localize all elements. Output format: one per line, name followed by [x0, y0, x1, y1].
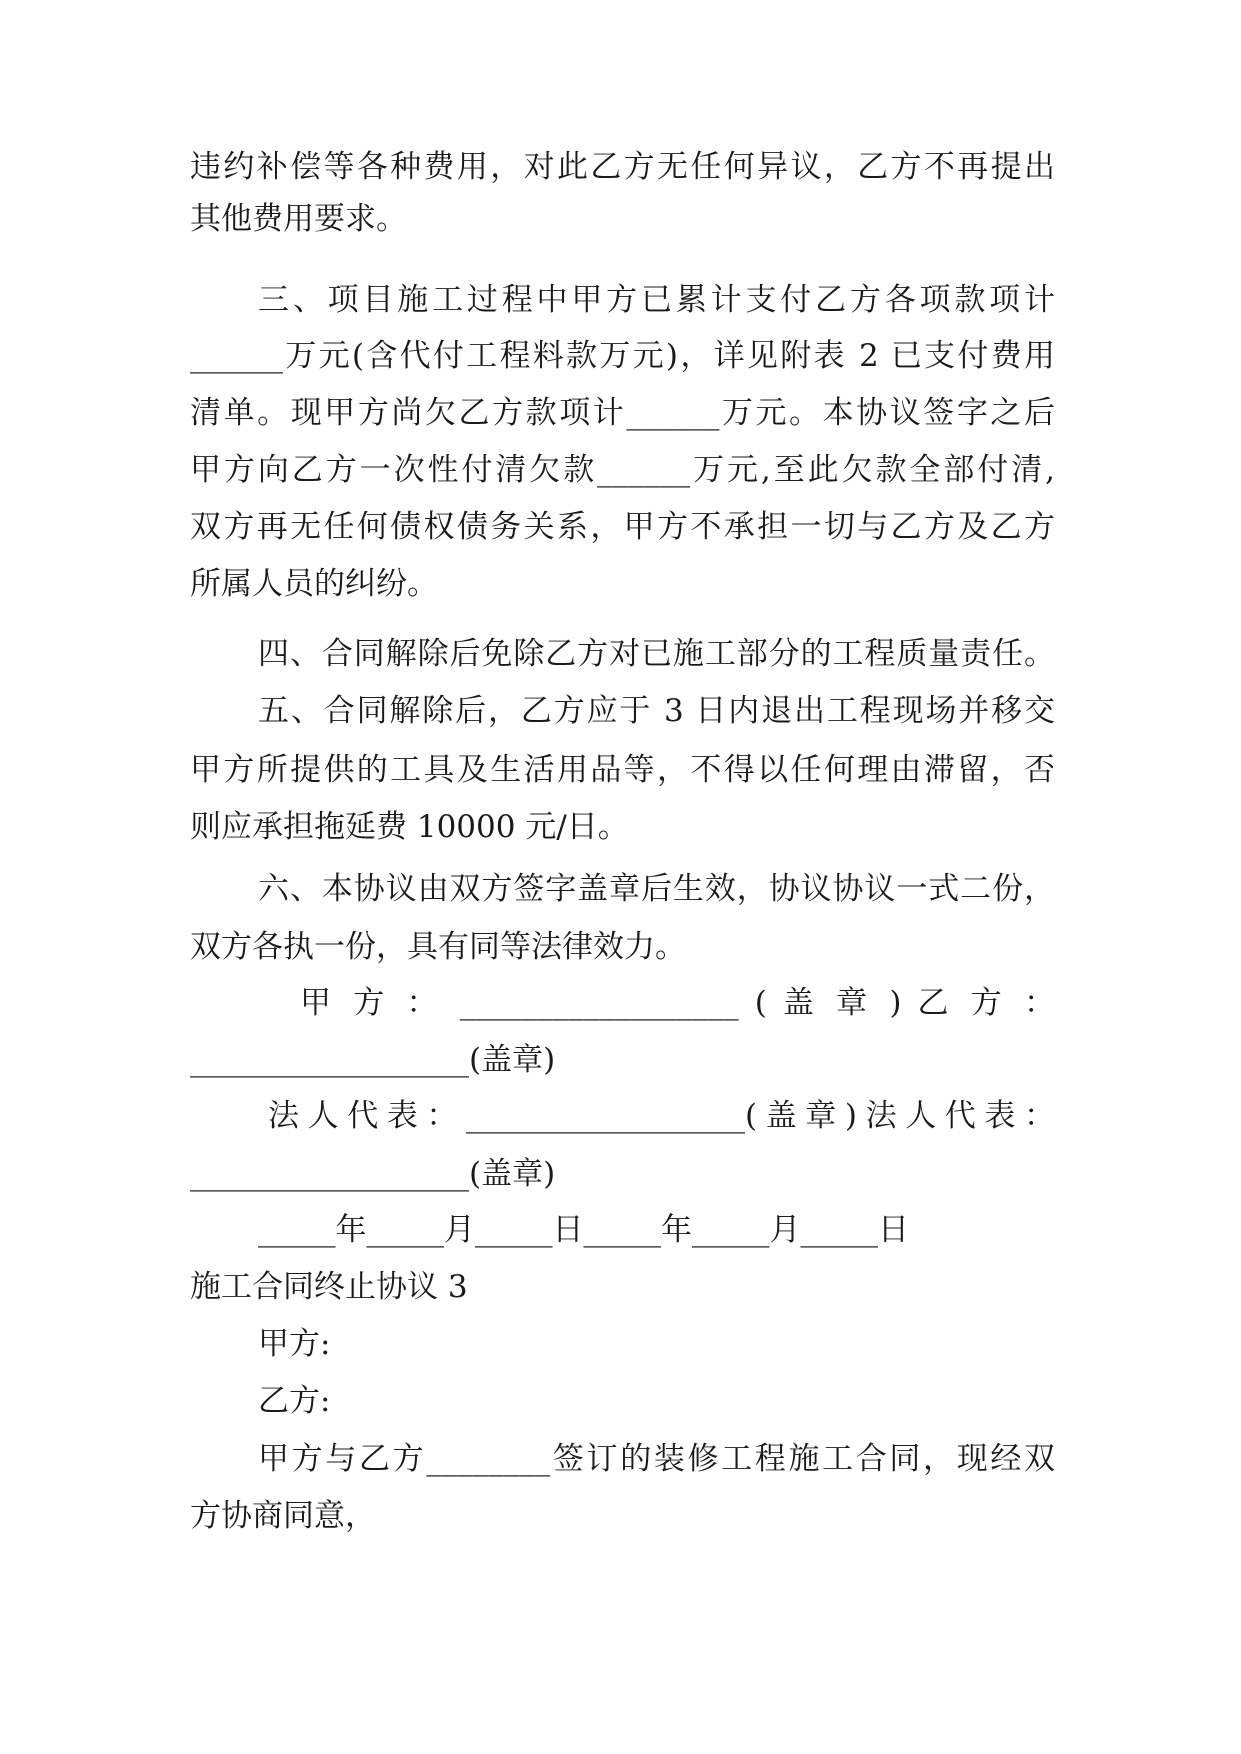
legal-rep-blank: __________________(盖章) [190, 1156, 556, 1192]
paragraph-line: 其他费用要求。 [190, 201, 407, 237]
clause-3-line: ______万元(含代付工程料款万元)，详见附表 2 已支付费用 [190, 338, 1055, 374]
clause-3-line: 甲方向乙方一次性付清欠款______万元,至此欠款全部付清, [190, 452, 1055, 488]
clause-6-line: 双方各执一份，具有同等法律效力。 [190, 929, 686, 965]
clause-3-line: 双方再无任何债权债务关系，甲方不承担一切与乙方及乙方 [190, 509, 1055, 545]
paragraph-line: 甲方与乙方________签订的装修工程施工合同，现经双 [258, 1441, 1055, 1477]
date-line: _____年_____月_____日_____年_____月_____日 [258, 1212, 909, 1248]
paragraph-line: 方协商同意， [190, 1498, 376, 1534]
clause-5-line: 五、合同解除后，乙方应于 3 日内退出工程现场并移交 [258, 693, 1055, 729]
clause-5-line: 甲方所提供的工具及生活用品等，不得以任何理由滞留，否 [190, 752, 1055, 788]
clause-3-line: 所属人员的纠纷。 [190, 566, 438, 602]
clause-4-line: 四、合同解除后免除乙方对已施工部分的工程质量责任。 [258, 636, 1055, 672]
party-b-label: 乙方: [258, 1383, 331, 1419]
signature-party-b-blank: __________________(盖章) [190, 1042, 556, 1078]
signature-party-a-line: 甲 方 ： __________________ ( 盖 章 ) 乙 方 ： [300, 985, 1055, 1021]
clause-3-line: 清单。现甲方尚欠乙方款项计______万元。本协议签字之后 [190, 395, 1055, 431]
section-title: 施工合同终止协议 3 [190, 1269, 468, 1305]
clause-5-line: 则应承担拖延费 10000 元/日。 [190, 809, 629, 845]
party-a-label: 甲方: [258, 1326, 331, 1362]
clause-3-line: 三、项目施工过程中甲方已累计支付乙方各项款项计 [258, 282, 1055, 318]
clause-6-line: 六、本协议由双方签字盖章后生效，协议协议一式二份， [258, 871, 1055, 907]
legal-rep-line: 法人代表：__________________(盖章)法人代表： [268, 1098, 1055, 1134]
paragraph-line: 违约补偿等各种费用，对此乙方无任何异议，乙方不再提出 [190, 149, 1055, 185]
